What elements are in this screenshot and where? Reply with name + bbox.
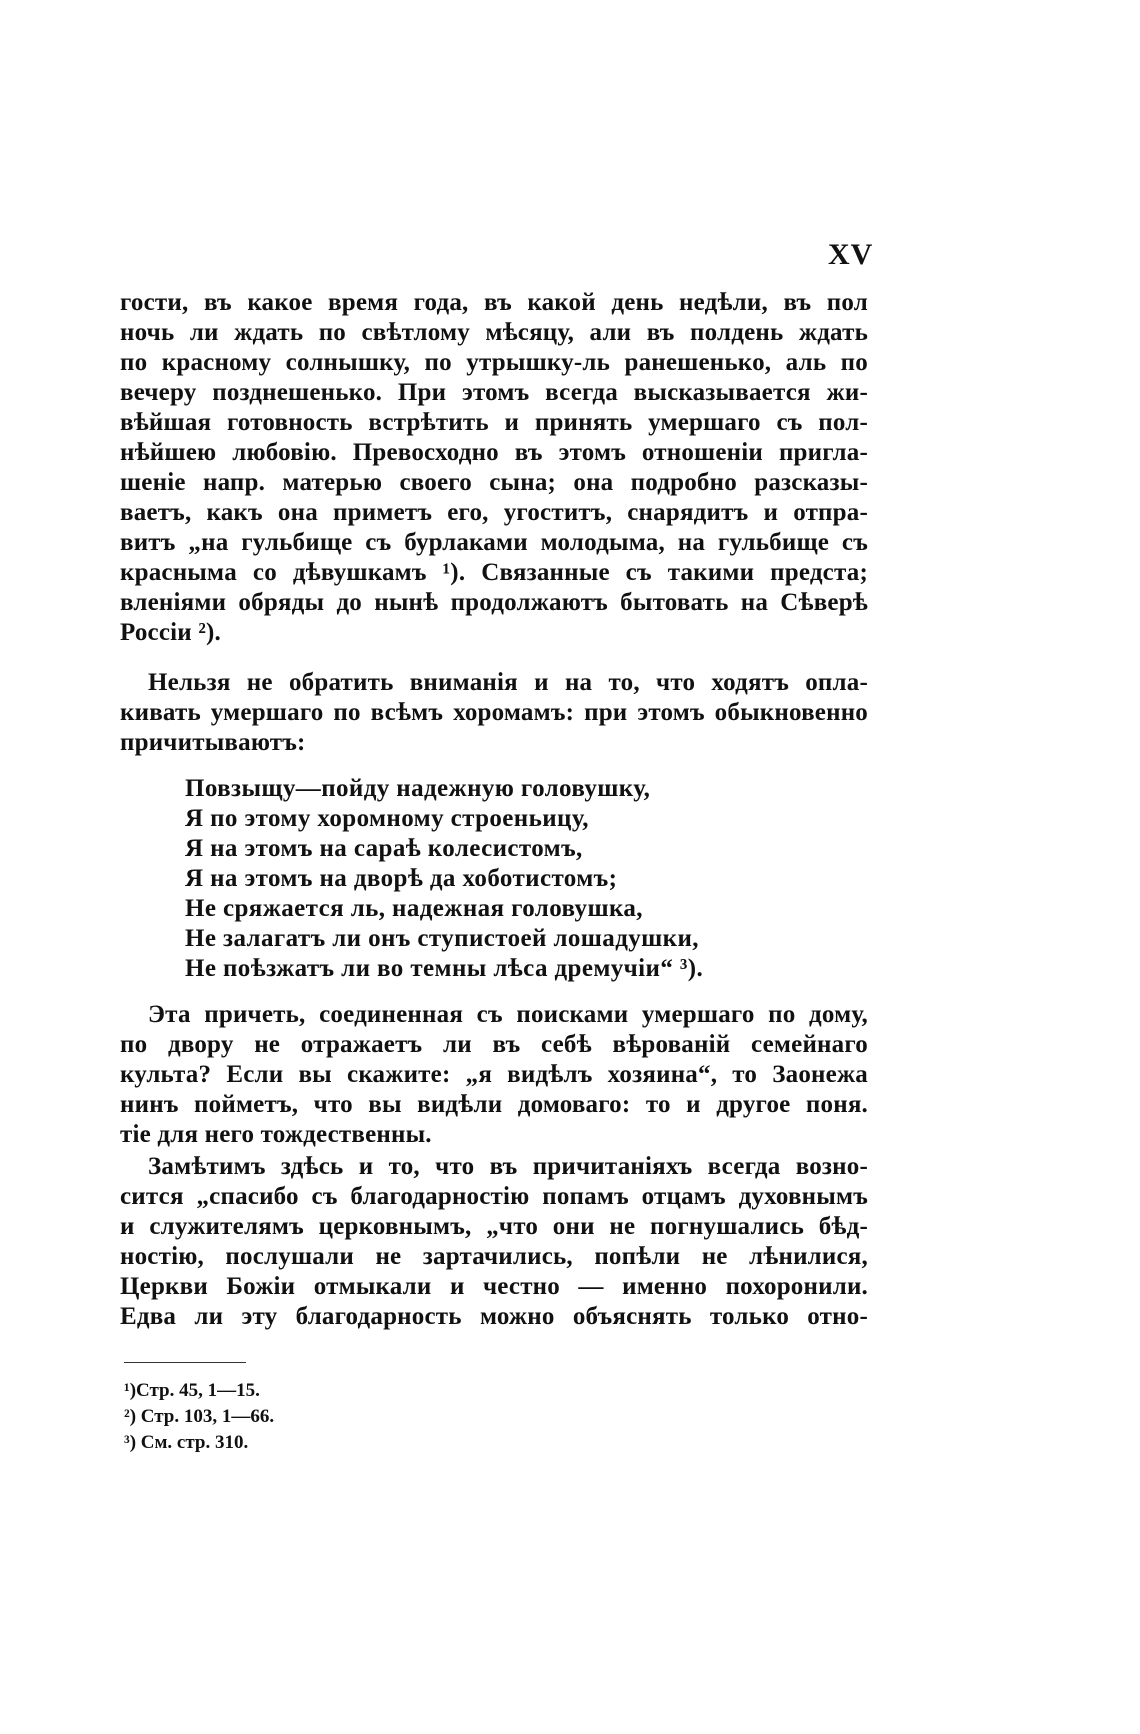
text-line: кивать умершаго по всѣмъ хоромамъ: при этомъ обыкновенно — [120, 699, 868, 726]
paragraph-3 — [120, 1000, 868, 1150]
text-line: Эта причеть, соединенная съ поисками умершаго по дому, — [148, 1001, 868, 1028]
verse-line: Повзыщу—пойду надежную головушку, — [185, 775, 651, 802]
footnote: ²) Стр. 103, 1—66. — [124, 1406, 275, 1427]
text-line: Церкви Божіи отмыкали и честно — именно похоронили. — [120, 1273, 868, 1300]
verse-line: Не залагатъ ли онъ ступистоей лошадушки, — [185, 925, 699, 952]
paragraph-1 — [120, 288, 868, 648]
text-line: витъ „на гульбище съ бурлаками молодыма, на гульбище съ — [120, 529, 868, 556]
lament-verse — [185, 774, 785, 984]
text-line: вленіями обряды до нынѣ продолжаютъ бытовать на Сѣверѣ — [120, 589, 868, 616]
text-line: культа? Если вы скажите: „я видѣлъ хозяина“, то Заонежа — [120, 1061, 868, 1088]
text-line: вечеру позднешенько. При этомъ всегда высказывается жи- — [120, 379, 868, 406]
verse-line: Я по этому хоромному строеньицу, — [185, 805, 589, 832]
text-line: ностію, послушали не зартачились, попѣли не лѣнилися, — [120, 1243, 868, 1270]
text-line: по красному солнышку, по утрышку-ль ранешенько, аль по — [120, 349, 868, 376]
paragraph-2 — [120, 668, 868, 758]
text-line: нинъ пойметъ, что вы видѣли домоваго: то и другое поня. — [120, 1091, 868, 1118]
text-line: нѣйшею любовію. Превосходно въ этомъ отношеніи пригла- — [120, 439, 868, 466]
text-line: и служителямъ церковнымъ, „что они не погнушались бѣд- — [120, 1213, 868, 1240]
verse-line: Не поѣзжатъ ли во темны лѣса дремучіи“ ³). — [185, 955, 704, 982]
text-line: ваетъ, какъ она приметъ его, угоститъ, снарядитъ и отпра- — [120, 499, 868, 526]
footnotes — [124, 1378, 274, 1456]
text-line: Россіи ²). — [120, 619, 222, 646]
text-line: ночь ли ждать по свѣтлому мѣсяцу, али въ полдень ждать — [120, 319, 868, 346]
text-line: гости, въ какое время года, въ какой день недѣли, въ пол — [120, 289, 868, 316]
footnote: ¹)Стр. 45, 1—15. — [124, 1380, 260, 1401]
text-line: Замѣтимъ здѣсь и то, что въ причитаніяхъ всегда возно- — [148, 1153, 868, 1180]
verse-line: Я на этомъ на дворѣ да хоботистомъ; — [185, 865, 618, 892]
text-line: Нельзя не обратить вниманія и на то, что ходятъ опла- — [148, 669, 868, 696]
text-line: вѣйшая готовность встрѣтить и принять умершаго съ пол- — [120, 409, 868, 436]
text-line: краснымa со дѣвушкамъ ¹). Связанные съ такими предста; — [120, 559, 868, 586]
text-line: причитываютъ: — [120, 729, 306, 756]
verse-line: Я на этомъ на сараѣ колесистомъ, — [185, 835, 583, 862]
verse-line: Не сряжается ль, надежная головушка, — [185, 895, 643, 922]
paragraph-4 — [120, 1152, 868, 1332]
text-line: тіе для него тождественны. — [120, 1121, 432, 1148]
text-line: по двору не отражаетъ ли въ себѣ вѣрованій семейнаго — [120, 1031, 868, 1058]
text-line: Едва ли эту благодарность можно объяснять только отно- — [120, 1303, 868, 1330]
footnote-divider — [124, 1362, 246, 1363]
text-line: сится „спасибо съ благодарностію попамъ отцамъ духовнымъ — [120, 1183, 868, 1210]
text-line: шеніе напр. матерью своего сына; она подробно разсказы- — [120, 469, 868, 496]
footnote: ³) См. стр. 310. — [124, 1432, 249, 1453]
page-number: XV — [828, 238, 874, 271]
